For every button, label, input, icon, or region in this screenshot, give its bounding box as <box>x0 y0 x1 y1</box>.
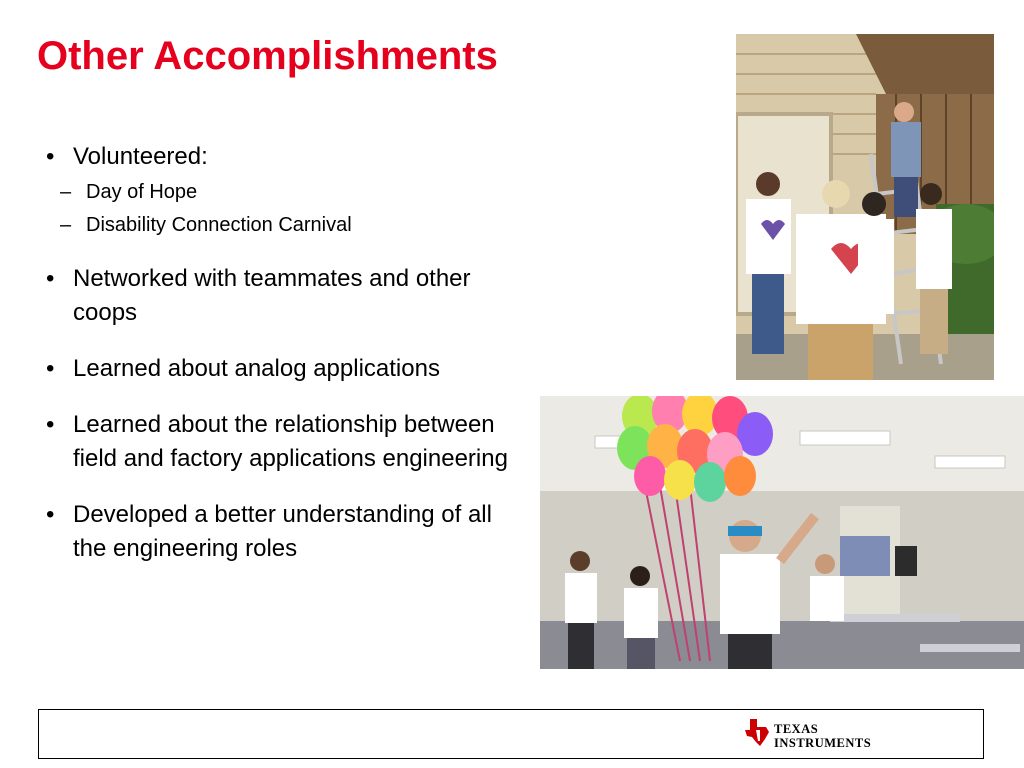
sub-item-text: Day of Hope <box>86 181 198 203</box>
carnival-balloons-photo <box>540 396 1024 669</box>
ti-logo-line1: TEXAS <box>774 722 819 736</box>
bullet-item-analog <box>46 352 516 386</box>
sub-item-day-of-hope <box>46 177 516 207</box>
bullet-marker: • <box>46 265 55 292</box>
bullet-marker: • <box>46 355 55 382</box>
slide-title: Other Accomplishments <box>37 34 498 78</box>
bullet-text: Learned about analog applications <box>73 355 440 382</box>
bullet-item-engineering-roles <box>46 498 516 566</box>
bullet-marker: • <box>46 411 55 438</box>
texas-instruments-logo <box>744 718 884 754</box>
bullet-text: Networked with teammates and other coops <box>73 265 471 326</box>
sub-item-text: Disability Connection Carnival <box>86 214 352 236</box>
bullet-marker: • <box>46 501 55 528</box>
sub-item-carnival <box>46 210 516 240</box>
sub-bullet-marker: – <box>60 214 72 236</box>
ti-logo-text <box>774 722 871 750</box>
bullet-marker: • <box>46 143 55 170</box>
bullet-text: Volunteered: <box>73 143 208 170</box>
bullet-text: Learned about the relationship between field and factory applications engineering <box>73 411 508 472</box>
bullet-item-relationship <box>46 408 516 476</box>
ti-state-icon <box>744 718 770 748</box>
bullet-item-volunteered <box>46 140 516 174</box>
bullet-item-networked <box>46 262 516 330</box>
ti-logo-line2: INSTRUMENTS <box>774 736 872 750</box>
bullet-text: Developed a better understanding of all the engineering roles <box>73 501 492 562</box>
sub-bullet-marker: – <box>60 181 72 203</box>
bullet-list <box>46 140 516 566</box>
volunteer-house-photo <box>736 34 994 380</box>
